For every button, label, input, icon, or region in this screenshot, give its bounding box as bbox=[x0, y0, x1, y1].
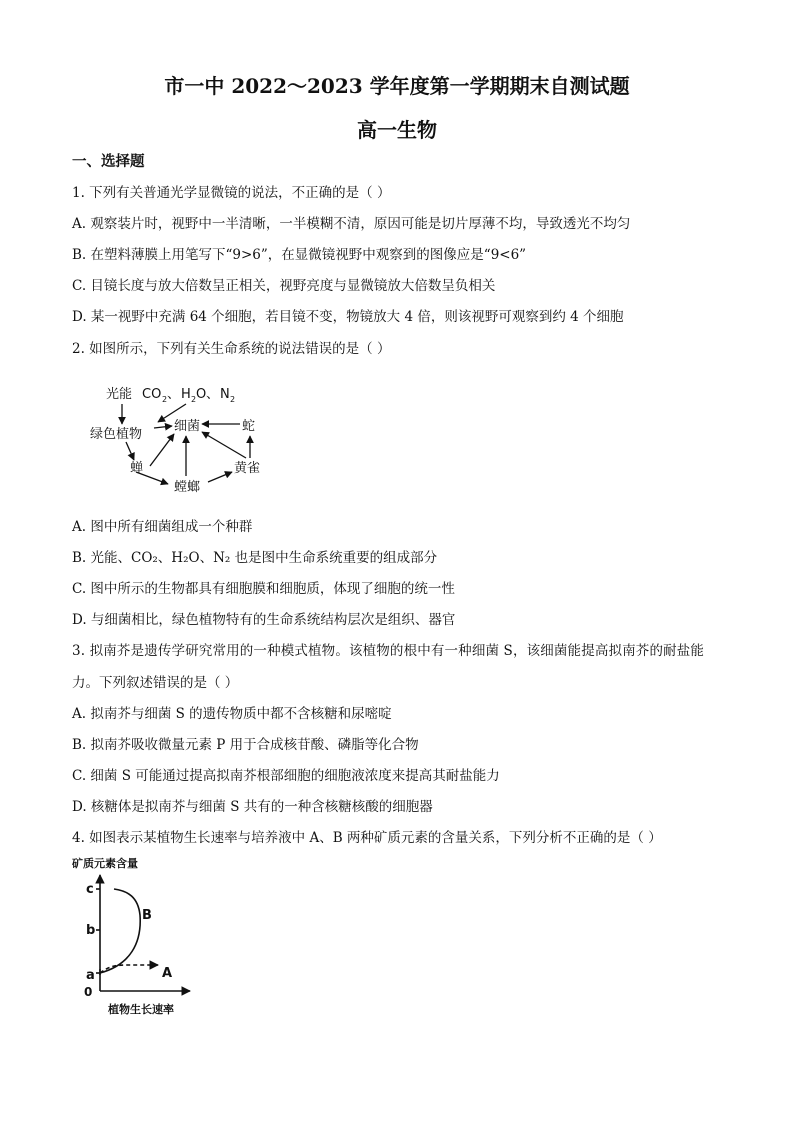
node-n2-sub: 2 bbox=[230, 395, 236, 404]
node-cicada: 蝉 bbox=[130, 461, 144, 476]
node-light: 光能 bbox=[106, 387, 133, 402]
q3-stem-line1: 3. 拟南芥是遗传学研究常用的一种模式植物。该植物的根中有一种细菌 S，该细菌能提高拟南芥的耐盐能 bbox=[72, 643, 705, 659]
q3-option-a: A. 拟南芥与细菌 S 的遗传物质中都不含核糖和尿嘧啶 bbox=[72, 706, 392, 722]
food-web-diagram bbox=[86, 372, 286, 500]
node-h2o-sub: 2 bbox=[191, 395, 197, 404]
node-h2o-h: H bbox=[181, 387, 191, 402]
node-co2-sub: 2 bbox=[162, 395, 168, 404]
node-snake: 蛇 bbox=[242, 419, 256, 434]
node-mantis: 螳螂 bbox=[174, 480, 201, 495]
q3-stem-line2: 力。下列叙述错误的是（ ） bbox=[72, 675, 239, 691]
x-axis-label: 植物生长速率 bbox=[108, 1003, 174, 1015]
page-subtitle: 高一生物 bbox=[357, 118, 437, 142]
q2-option-d: D. 与细菌相比，绿色植物特有的生命系统结构层次是组织、器官 bbox=[72, 612, 456, 628]
q4-stem: 4. 如图表示某植物生长速率与培养液中 A、B 两种矿质元素的含量关系，下列分析不正确的是（ ） bbox=[72, 830, 662, 846]
section-heading: 一、选择题 bbox=[72, 153, 145, 170]
node-sep2: 、 bbox=[206, 387, 220, 402]
curve-a-label: A bbox=[162, 966, 173, 981]
q3-option-d: D. 核糖体是拟南芥与细菌 S 共有的一种含核糖核酸的细胞器 bbox=[72, 799, 433, 815]
q2-option-a: A. 图中所有细菌组成一个种群 bbox=[72, 519, 253, 535]
curve-b-label: B bbox=[142, 908, 152, 923]
origin-label: 0 bbox=[84, 985, 93, 999]
q1-option-a: A. 观察装片时，视野中一半清晰，一半模糊不清，原因可能是切片厚薄不均，导致透光不均匀 bbox=[72, 216, 631, 232]
node-bacteria: 细菌 bbox=[174, 419, 201, 434]
q2-stem: 2. 如图所示，下列有关生命系统的说法错误的是（ ） bbox=[72, 341, 391, 357]
q3-option-c: C. 细菌 S 可能通过提高拟南芥根部细胞的细胞液浓度来提高其耐盐能力 bbox=[72, 768, 500, 784]
y-axis-label: 矿质元素含量 bbox=[72, 857, 138, 870]
tick-b: b bbox=[86, 923, 96, 938]
node-h2o-o: O bbox=[196, 387, 207, 402]
q3-option-b: B. 拟南芥吸收微量元素 P 用于合成核苷酸、磷脂等化合物 bbox=[72, 737, 419, 753]
q2-option-c: C. 图中所示的生物都具有细胞膜和细胞质，体现了细胞的统一性 bbox=[72, 581, 455, 597]
q1-stem: 1. 下列有关普通光学显微镜的说法，不正确的是（ ） bbox=[72, 185, 391, 201]
page-title: 市一中 2022～2023 学年度第一学期期末自测试题 bbox=[164, 74, 630, 98]
node-n2: N bbox=[220, 387, 230, 402]
curve-a bbox=[100, 965, 158, 973]
node-plant: 绿色植物 bbox=[90, 427, 143, 442]
tick-c: c bbox=[86, 882, 94, 897]
tick-a: a bbox=[86, 968, 95, 983]
q1-option-d: D. 某一视野中充满 64 个细胞，若目镜不变，物镜放大 4 倍，则该视野可观察到约 4 个细胞 bbox=[72, 309, 624, 325]
growth-rate-figure bbox=[70, 853, 210, 1015]
node-co2: CO bbox=[142, 387, 162, 402]
q1-option-b: B. 在塑料薄膜上用笔写下“9>6”，在显微镜视野中观察到的图像应是“9<6” bbox=[72, 247, 527, 263]
node-oriole: 黄雀 bbox=[234, 461, 261, 476]
q1-option-c: C. 目镜长度与放大倍数呈正相关，视野亮度与显微镜放大倍数呈负相关 bbox=[72, 278, 496, 294]
curve-b bbox=[100, 889, 140, 973]
q2-option-b: B. 光能、CO₂、H₂O、N₂ 也是图中生命系统重要的组成部分 bbox=[72, 550, 438, 566]
node-sep: 、 bbox=[167, 387, 181, 402]
